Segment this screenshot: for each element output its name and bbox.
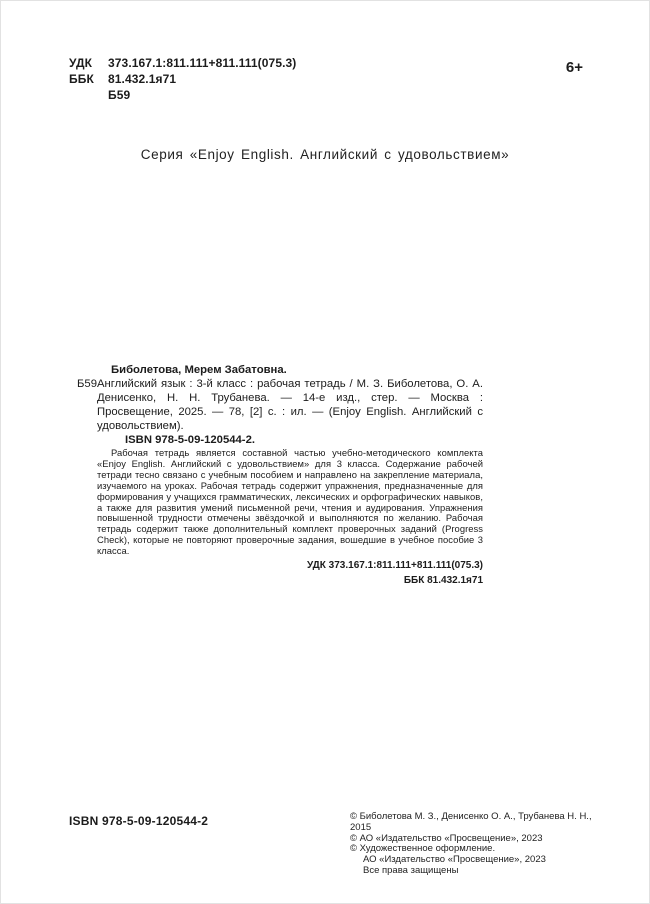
catalog-isbn: ISBN 978-5-09-120544-2. [125,434,255,446]
copyright-artwork: © Художественное оформление. [350,843,496,855]
empty-cell [69,88,108,103]
annotation-text: Рабочая тетрадь является составной частью учебно-методического комплекта «Enjoy English. Английский с удовольствием» для 3 класса. Содержание рабочей тетради тесно связано с учебным пособием и направлено на закрепление материала, изучаемого на уроках. Рабочая тетрадь содержит упражнения, предназначенные для формирования у учащихся грамматических, лексических и орфографических навыков, а также для развития умений письменной речи, чтения и аудирования. Упражнения повышенной трудности отмечены звёздочкой и выполняются по желанию. Рабочая тетрадь содержит также дополнительный комплект проверочных заданий (Progress Check), которые не повторяют проверочные задания, вошедшие в учебное пособие 3 класса. [97,447,483,557]
udk-label: УДК [69,56,93,70]
bbk-value: 81.432.1я71 [108,72,177,86]
catalog-author: Биболетова, Мерем Забатовна. [111,364,287,376]
rights-reserved: Все права защищены [363,864,459,876]
bibliographic-row [77,377,483,433]
author-sign-code: Б59 [108,88,131,102]
catalog-card [77,363,483,587]
udk-footer-line: УДК 373.167.1:811.111+811.111(075.3) [306,560,483,572]
catalog-code: Б59 [77,378,97,390]
bbk-footer-line: ББК 81.432.1я71 [403,575,483,587]
series-title: Серия «Enjoy English. Английский с удовольствием» [140,147,510,162]
copyright-publisher: © АО «Издательство «Просвещение», 2023 [350,832,543,844]
footer-isbn: ISBN 978-5-09-120544-2 [69,814,209,828]
copyright-artwork-publisher: АО «Издательство «Просвещение», 2023 [363,854,546,866]
copyright-authors: © Биболетова М. З., Денисенко О. А., Трубанева Н. Н., 2015 [350,811,592,833]
copyright-block [350,812,600,877]
bbk-label: ББК [69,72,94,86]
udk-value: 373.167.1:811.111+811.111(075.3) [108,56,297,70]
age-rating-badge: 6+ [565,59,583,76]
bibliographic-description: Английский язык : 3-й класс : рабочая тетрадь / М. З. Биболетова, О. А. Денисенко, Н. Н. Трубанева. — 14-е изд., стер. — Москва : Просвещение, 2025. — 78, [2] с. : ил. — (Enjoy English. Английский с удовольствием). [97,378,483,432]
classification-block [69,56,296,103]
